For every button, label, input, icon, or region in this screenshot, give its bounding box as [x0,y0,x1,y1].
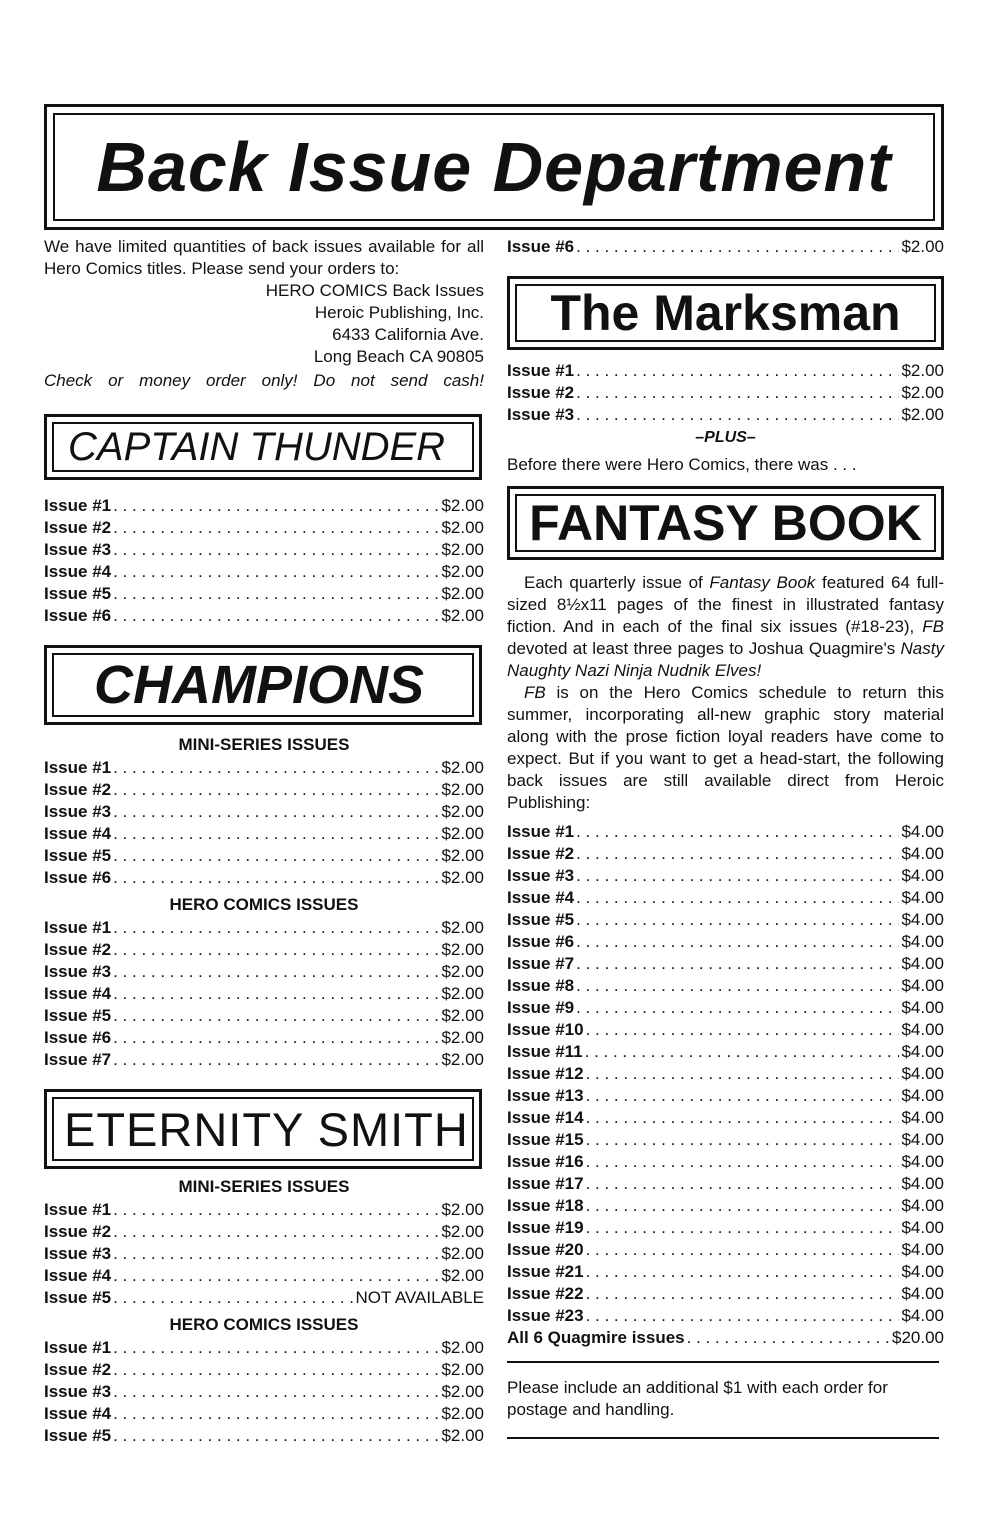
issue-label: Issue #9 [507,998,575,1017]
issue-label: Issue #8 [507,976,575,995]
address-line: HERO COMICS Back Issues [265,281,484,300]
list-item [507,1305,944,1327]
issue-label: Issue #11 [507,1042,583,1061]
issue-label: Issue #6 [44,868,112,887]
leader-dots [576,931,899,953]
leader-dots [576,953,899,975]
list-item [44,845,484,867]
issue-price: $2.00 [441,918,484,937]
issue-price: $2.00 [441,1200,484,1219]
issue-label: Issue #3 [44,962,112,981]
issue-label: Issue #1 [44,1338,112,1357]
text-run: is on the Hero Comics schedule to return this summer, incorporating all-new graphic story material along with the prose fiction loyal readers have come to expect. But if you want to get a head-start, the following back issues are still available direct from Heroic Publishing: [507,683,944,812]
list-item [44,961,484,983]
issue-label: Issue #3 [44,1244,112,1263]
issue-price: $4.00 [901,866,944,885]
leader-dots [113,1027,439,1049]
list-item [44,1221,484,1243]
issue-price: $2.00 [441,562,484,581]
page-title: Back Issue Department [96,128,892,206]
eternity-hero-heading: HERO COMICS ISSUES [169,1315,359,1334]
address-block [44,280,484,368]
issue-price: $2.00 [441,868,484,887]
list-item [507,953,944,975]
plus-text: Before there were Hero Comics, there was . . . [507,455,857,474]
list-item [507,1041,944,1063]
marksman-title-box [507,276,944,350]
list-item [44,1359,484,1381]
issue-price: $2.00 [441,584,484,603]
issue-label: Issue #4 [44,1266,112,1285]
list-item [507,931,944,953]
emphasis: FB [524,683,546,702]
issue-price: $2.00 [441,962,484,981]
leader-dots [113,561,439,583]
list-item [44,1005,484,1027]
issue-price: $2.00 [441,1382,484,1401]
eternity-mini-heading: MINI-SERIES ISSUES [178,1177,350,1196]
issue-label: Issue #5 [44,1426,112,1445]
text-run: featured 64 full-sized 8½x11 pages of the finest in illustrated fantasy fiction. And in each of the final six issues (#18-23), [507,573,944,636]
issue-label: Issue #17 [507,1174,584,1193]
eternity-smith-title-inner [52,1097,474,1161]
list-item [507,1129,944,1151]
leader-dots [113,1243,439,1265]
leader-dots [113,1049,439,1071]
list-item [507,1063,944,1085]
issue-label: Issue #3 [507,866,575,885]
list-item [44,823,484,845]
list-item [44,495,484,517]
list-item [507,236,944,258]
list-item [507,1261,944,1283]
leader-dots [576,865,899,887]
list-item [44,939,484,961]
leader-dots [586,1239,900,1261]
fantasy-book-title-box [507,486,944,560]
intro-block [44,236,484,392]
address-line: 6433 California Ave. [332,325,484,344]
page-banner-inner [53,113,935,221]
champions-title: CHAMPIONS [94,655,425,715]
leader-dots [586,1085,900,1107]
issue-price: $4.00 [901,822,944,841]
issue-label: Issue #19 [507,1218,584,1237]
issue-label: Issue #21 [507,1262,584,1281]
list-item [44,1243,484,1265]
captain-thunder-title: CAPTAIN THUNDER [68,424,446,469]
issue-label: Issue #5 [44,584,112,603]
divider [507,1361,939,1363]
issue-label: Issue #18 [507,1196,584,1215]
address-line: Heroic Publishing, Inc. [314,303,484,322]
fantasy-book-list [507,821,944,1349]
leader-dots [113,845,439,867]
issue-price: $2.00 [441,1404,484,1423]
leader-dots [113,939,439,961]
postage-note: Please include an additional $1 with each order for postage and handling. [507,1378,888,1419]
issue-label: Issue #1 [507,822,575,841]
leader-dots [576,382,899,404]
issue-price: $4.00 [901,1262,944,1281]
issue-label: Issue #1 [44,918,112,937]
issue-price: $2.00 [901,383,944,402]
issue-price: $4.00 [901,1042,944,1061]
issue-price: $4.00 [901,844,944,863]
list-item [507,909,944,931]
leader-dots [585,1041,900,1063]
list-item [44,867,484,889]
leader-dots [113,1359,439,1381]
text-run: Each quarterly issue of [524,573,710,592]
right-column [507,236,944,1439]
issue-label: Issue #2 [507,844,575,863]
marksman-title-inner [515,284,936,342]
eternity-smith-title: ETERNITY SMITH [64,1102,469,1156]
list-item [44,605,484,627]
issue-price: $4.00 [901,976,944,995]
leader-dots [113,961,439,983]
issue-price: $2.00 [441,940,484,959]
list-item [44,779,484,801]
issue-price: $4.00 [901,1108,944,1127]
list-item [44,517,484,539]
list-item [507,1239,944,1261]
list-item [44,917,484,939]
captain-thunder-list [44,495,484,627]
leader-dots [586,1107,900,1129]
leader-dots [586,1217,900,1239]
eternity-mini-list [44,1199,484,1309]
leader-dots [576,236,899,258]
issue-price: $2.00 [441,1006,484,1025]
issue-price: $4.00 [901,1306,944,1325]
list-item [507,997,944,1019]
leader-dots [113,1381,439,1403]
issue-label: Issue #4 [44,1404,112,1423]
issue-label: Issue #1 [44,758,112,777]
plus-label: –PLUS– [695,429,756,446]
leader-dots [113,1425,439,1447]
list-item [507,1283,944,1305]
issue-price: $20.00 [892,1328,944,1347]
list-item [507,1085,944,1107]
list-item [44,1287,484,1309]
text-run: devoted at least three pages to Joshua Quagmire's [507,639,901,658]
leader-dots [687,1327,890,1349]
leader-dots [586,1019,900,1041]
issue-price: $2.00 [441,758,484,777]
list-item [507,1195,944,1217]
champions-title-inner [52,653,474,717]
champions-hero-list [44,917,484,1071]
emphasis: Nasty Naughty Nazi Ninja Nudnik Elves! [507,639,944,680]
issue-label: Issue #2 [44,1222,112,1241]
list-item [507,404,944,426]
issue-price: $2.00 [441,1028,484,1047]
fantasy-book-title: FANTASY BOOK [529,495,922,551]
captain-thunder-title-box [44,414,482,480]
issue-label: Issue #2 [44,780,112,799]
leader-dots [576,821,899,843]
issue-label: Issue #5 [44,846,112,865]
issue-label: Issue #2 [44,940,112,959]
issue-label: Issue #14 [507,1108,584,1127]
list-item [44,539,484,561]
list-item [507,1107,944,1129]
issue-price: $4.00 [901,910,944,929]
eternity-smith-title-box [44,1089,482,1169]
issue-price: $2.00 [441,846,484,865]
issue-price: $2.00 [441,1338,484,1357]
issue-price: $2.00 [441,496,484,515]
issue-label: Issue #13 [507,1086,584,1105]
issue-price: $4.00 [901,1152,944,1171]
list-item [507,975,944,997]
list-item [44,1337,484,1359]
champions-mini-list [44,757,484,889]
list-item [44,1381,484,1403]
leader-dots [586,1305,900,1327]
issue-label: Issue #6 [44,1028,112,1047]
issue-label: Issue #12 [507,1064,584,1083]
issue-price: $4.00 [901,1064,944,1083]
emphasis: FB [922,617,944,636]
payment-note: Check or money order only! Do not send cash! [44,371,484,390]
fantasy-book-title-inner [515,494,936,552]
issue-label: Issue #2 [44,518,112,537]
issue-price: $2.00 [441,780,484,799]
captain-thunder-title-inner [52,422,474,472]
champions-title-box [44,645,482,725]
address-line: Long Beach CA 90805 [313,347,484,366]
issue-price: $2.00 [441,1426,484,1445]
list-item [44,1027,484,1049]
issue-price: $2.00 [441,1360,484,1379]
issue-label: Issue #4 [44,824,112,843]
issue-price: $4.00 [901,1196,944,1215]
issue-price: $4.00 [901,888,944,907]
champions-mini-heading: MINI-SERIES ISSUES [178,735,350,754]
eternity-hero-list [44,1337,484,1447]
issue-label: Issue #4 [44,562,112,581]
emphasis: Fantasy Book [709,573,816,592]
leader-dots [586,1129,900,1151]
list-item [44,561,484,583]
leader-dots [113,867,439,889]
issue-price: $2.00 [901,361,944,380]
issue-price: $2.00 [441,540,484,559]
paragraph [507,572,944,682]
list-item [507,1151,944,1173]
list-item [507,1217,944,1239]
issue-price: $4.00 [901,998,944,1017]
list-item [44,1403,484,1425]
issue-label: Issue #2 [44,1360,112,1379]
list-item [507,360,944,382]
divider [507,1437,939,1439]
issue-price: $4.00 [901,1020,944,1039]
list-item [44,757,484,779]
leader-dots [576,975,899,997]
leader-dots [113,983,439,1005]
issue-label: Issue #4 [507,888,575,907]
leader-dots [113,779,439,801]
page-banner [44,104,944,230]
issue-label: Issue #7 [44,1050,112,1069]
issue-label: Issue #6 [507,237,575,256]
issue-label: Issue #5 [507,910,575,929]
issue-label: Issue #22 [507,1284,584,1303]
issue-label: Issue #3 [44,802,112,821]
leader-dots [113,757,439,779]
leader-dots [113,823,439,845]
leader-dots [586,1063,900,1085]
leader-dots [586,1173,900,1195]
issue-label: Issue #20 [507,1240,584,1259]
issue-label: Issue #1 [507,361,575,380]
issue-label: Issue #3 [44,1382,112,1401]
leader-dots [113,605,439,627]
issue-price: NOT AVAILABLE [355,1288,484,1307]
list-item [507,821,944,843]
issue-price: $4.00 [901,1130,944,1149]
list-item [507,865,944,887]
issue-price: $2.00 [441,1050,484,1069]
paragraph [507,682,944,814]
intro-text: We have limited quantities of back issues available for all Hero Comics titles. Please send your orders to: [44,237,484,278]
leader-dots [586,1261,900,1283]
issue-label: Issue #7 [507,954,575,973]
leader-dots [576,843,899,865]
leader-dots [113,1199,439,1221]
issue-label: Issue #4 [44,984,112,1003]
marksman-list [507,360,944,426]
leader-dots [113,495,439,517]
issue-price: $2.00 [441,1266,484,1285]
issue-price: $2.00 [441,1244,484,1263]
issue-label: Issue #6 [507,932,575,951]
issue-price: $2.00 [901,237,944,256]
leader-dots [576,404,899,426]
issue-label: Issue #5 [44,1288,112,1307]
issue-price: $2.00 [441,984,484,1003]
list-item [44,1049,484,1071]
issue-label: Issue #3 [44,540,112,559]
leader-dots [113,517,439,539]
issue-price: $4.00 [901,932,944,951]
issue-price: $4.00 [901,1284,944,1303]
leader-dots [586,1283,900,1305]
list-item [507,887,944,909]
leader-dots [113,539,439,561]
leader-dots [113,1403,439,1425]
issue-price: $4.00 [901,1174,944,1193]
leader-dots [113,1337,439,1359]
leader-dots [113,917,439,939]
leader-dots [576,887,899,909]
leader-dots [113,1005,439,1027]
issue-label: Issue #1 [44,496,112,515]
leader-dots [586,1195,900,1217]
issue-price: $4.00 [901,1218,944,1237]
issue-price: $4.00 [901,954,944,973]
leader-dots [586,1151,900,1173]
fantasy-book-description [507,572,944,814]
issue-price: $2.00 [441,824,484,843]
issue-price: $4.00 [901,1240,944,1259]
marksman-title: The Marksman [550,285,901,341]
leader-dots [576,997,899,1019]
issue-price: $2.00 [441,1222,484,1241]
leader-dots [113,1265,439,1287]
issue-label: Issue #6 [44,606,112,625]
issue-price: $4.00 [901,1086,944,1105]
left-column [44,236,484,1447]
issue-label: Issue #10 [507,1020,584,1039]
list-item [507,1019,944,1041]
issue-label: Issue #1 [44,1200,112,1219]
issue-label: All 6 Quagmire issues [507,1328,685,1347]
list-item [44,801,484,823]
issue-price: $2.00 [441,802,484,821]
list-item [507,1173,944,1195]
leader-dots [576,360,899,382]
issue-price: $2.00 [441,518,484,537]
issue-price: $2.00 [441,606,484,625]
list-item [44,983,484,1005]
issue-label: Issue #3 [507,405,575,424]
issue-label: Issue #5 [44,1006,112,1025]
issue-label: Issue #2 [507,383,575,402]
issue-label: Issue #16 [507,1152,584,1171]
list-item [44,1265,484,1287]
issue-label: Issue #23 [507,1306,584,1325]
list-item [507,382,944,404]
list-item [44,1425,484,1447]
leader-dots [113,1221,439,1243]
issue-label: Issue #15 [507,1130,584,1149]
leader-dots [113,583,439,605]
list-item [507,843,944,865]
leader-dots [113,1287,353,1309]
list-item [507,1327,944,1349]
issue-price: $2.00 [901,405,944,424]
leader-dots [113,801,439,823]
champions-hero-heading: HERO COMICS ISSUES [169,895,359,914]
list-item [44,1199,484,1221]
list-item [44,583,484,605]
leader-dots [576,909,899,931]
